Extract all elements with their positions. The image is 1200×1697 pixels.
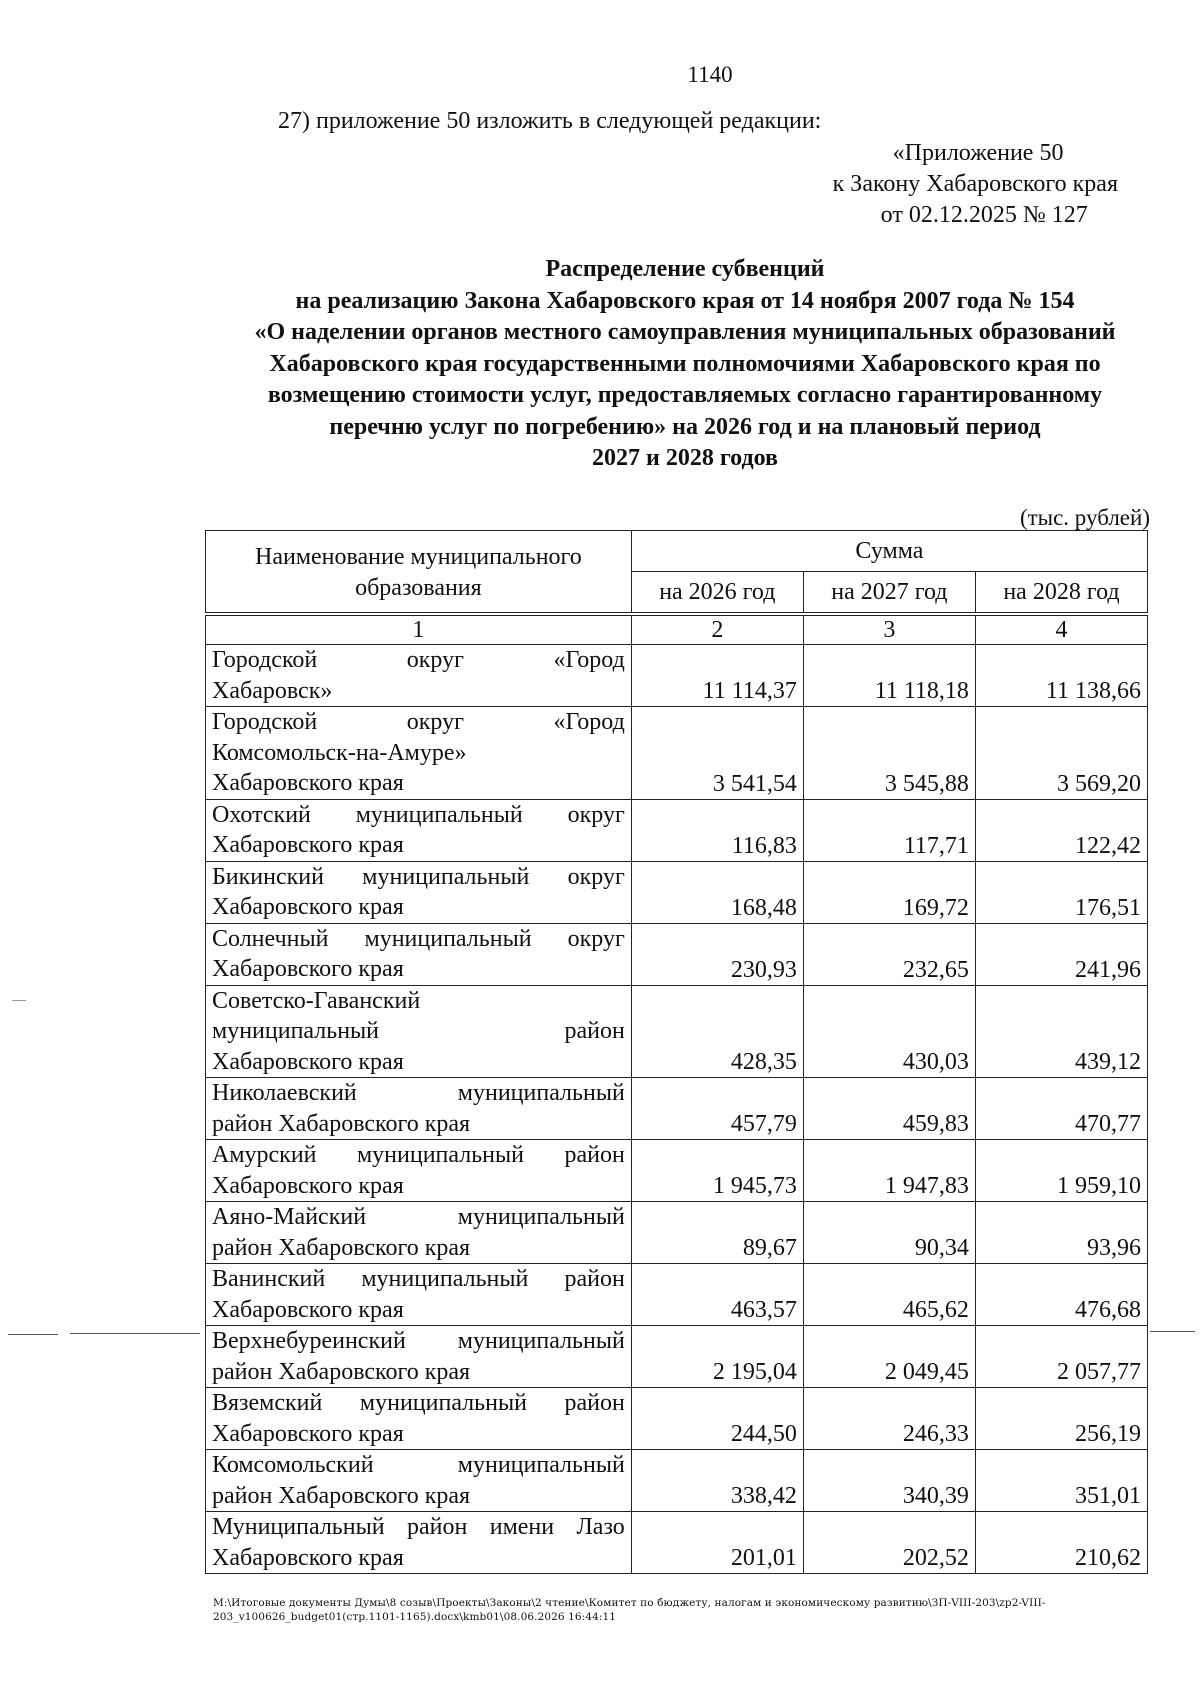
municipality-name-line: Вяземский муниципальный район [212,1390,625,1416]
municipality-name [206,1326,632,1388]
amount-2028: 122,42 [975,799,1147,861]
amount-2028: 241,96 [975,923,1147,985]
municipality-name-line: Советско-Гаванский [212,987,421,1014]
table-row [206,1264,1148,1326]
municipality-name [206,923,632,985]
amount-2026: 1 945,73 [631,1140,803,1202]
municipality-name [206,1512,632,1574]
amount-2028: 476,68 [975,1264,1147,1326]
amount-2026: 201,01 [631,1512,803,1574]
municipality-name-line: Бикинский муниципальный округ [212,863,625,890]
amount-2026: 168,48 [631,861,803,923]
amount-2026: 89,67 [631,1202,803,1264]
amount-2027: 430,03 [803,985,975,1078]
municipality-name-line: Хабаровского края [212,1048,404,1075]
amount-2026: 338,42 [631,1450,803,1512]
municipality-name-line: Николаевский муниципальный [212,1080,625,1106]
appendix-line-1: «Приложение 50 [892,140,1064,166]
municipality-name-line: Охотский муниципальный округ [212,801,625,828]
amount-2028: 11 138,66 [975,645,1147,707]
amount-2028: 439,12 [975,985,1147,1078]
scan-tick [12,1000,26,1001]
municipality-name-line: Амурский муниципальный район [212,1142,625,1168]
municipality-name-line: Комсомольск-на-Амуре» [212,739,467,766]
table-row [206,923,1148,985]
amount-2028: 2 057,77 [975,1326,1147,1388]
municipality-name-line: район Хабаровского края [212,1358,471,1385]
appendix-line-3: от 02.12.2025 № 127 [880,202,1088,228]
municipality-name-line: район Хабаровского края [212,1234,471,1261]
table-row [206,1140,1148,1202]
municipality-name-line: Хабаровского края [212,1420,404,1447]
municipality-name [206,1450,632,1512]
amount-2026: 230,93 [631,923,803,985]
municipality-name [206,985,632,1078]
table-row [206,645,1148,707]
scan-mark-left-2 [70,1333,200,1334]
amount-2026: 116,83 [631,799,803,861]
municipality-name-line: район Хабаровского края [212,1482,471,1509]
table-row [206,707,1148,800]
amount-2027: 90,34 [803,1202,975,1264]
amount-2027: 169,72 [803,861,975,923]
municipality-name-line: Хабаровского края [212,1296,404,1323]
amount-2026: 3 541,54 [631,707,803,800]
title-line: Распределение субвенций [545,256,825,282]
page-number: 1140 [687,62,733,87]
column-number: 3 [803,614,975,645]
amount-2028: 210,62 [975,1512,1147,1574]
amount-2028: 1 959,10 [975,1140,1147,1202]
municipality-name [206,799,632,861]
municipality-name-line: Хабаровского края [212,1172,404,1199]
municipality-name-line: Хабаровского края [212,832,404,858]
municipality-name [206,861,632,923]
column-number: 1 [206,614,632,645]
column-number-row [206,614,1148,645]
amount-2027: 2 049,45 [803,1326,975,1388]
table-row [206,1326,1148,1388]
municipality-name-line: Городской округ «Город [212,647,625,673]
municipality-name [206,645,632,707]
amount-2027: 465,62 [803,1264,975,1326]
header-year-2026: на 2026 год [631,572,803,615]
table-row [206,799,1148,861]
header-name: Наименование муниципального образования [206,531,632,615]
amount-2027: 246,33 [803,1388,975,1450]
table-row [206,985,1148,1078]
municipality-name-line: Аяно-Майский муниципальный [212,1204,625,1230]
amount-2028: 3 569,20 [975,707,1147,800]
amount-2027: 1 947,83 [803,1140,975,1202]
header-year-2027: на 2027 год [803,572,975,615]
amount-2027: 232,65 [803,923,975,985]
document-title [190,254,1180,475]
municipality-name [206,1264,632,1326]
table-row [206,1512,1148,1574]
column-number: 2 [631,614,803,645]
amount-2028: 470,77 [975,1078,1147,1140]
municipality-name-line: Хабаровского края [212,1544,404,1571]
scan-mark-right [1150,1331,1195,1332]
amount-2026: 2 195,04 [631,1326,803,1388]
title-line: «О наделении органов местного самоуправления муниципальных образований [254,319,1116,345]
scan-mark-left [8,1334,58,1335]
amount-2027: 11 118,18 [803,645,975,707]
municipality-name [206,707,632,800]
amount-2027: 459,83 [803,1078,975,1140]
title-line: 2027 и 2028 годов [592,445,778,471]
amount-2028: 93,96 [975,1202,1147,1264]
table-row [206,1388,1148,1450]
column-number: 4 [975,614,1147,645]
amount-2026: 457,79 [631,1078,803,1140]
title-line: перечню услуг по погребению» на 2026 год и на плановый период [329,413,1041,440]
municipality-name [206,1202,632,1264]
municipality-name [206,1388,632,1450]
title-line: на реализацию Закона Хабаровского края от 14 ноября 2007 года № 154 [295,287,1075,314]
amount-2026: 11 114,37 [631,645,803,707]
amount-2027: 3 545,88 [803,707,975,800]
amount-2026: 244,50 [631,1388,803,1450]
amendment-intro: 27) приложение 50 изложить в следующей редакции: [278,108,822,134]
municipality-name-line: Хабаровского края [212,894,404,920]
subsidy-table [205,530,1148,1574]
amount-2028: 176,51 [975,861,1147,923]
table-row [206,1450,1148,1512]
units-label: (тыс. рублей) [1019,505,1150,530]
municipality-name-line: Хабаровск» [212,677,333,704]
municipality-name-line: Солнечный муниципальный округ [212,925,625,952]
table-row [206,861,1148,923]
municipality-name-line: Городской округ «Город [212,709,625,735]
file-path-footer: M:\Итоговые документы Думы\8 созыв\Проекты\Законы\2 чтение\Комитет по бюджету, налогам и экономическому развитию\ЗП-VIII-203\zp2-VIII-203_v100626_budget01(стр.1101-1165).docx\kmb01\08.06.2026 16:44:11 [213,1597,1046,1623]
appendix-reference [833,138,1118,231]
header-year-2028: на 2028 год [975,572,1147,615]
title-line: Хабаровского края государственными полномочиями Хабаровского края по [269,350,1101,377]
municipality-name-line: Верхнебуреинский муниципальный [212,1328,625,1354]
municipality-name [206,1140,632,1202]
header-sum: Сумма [631,531,1147,572]
municipality-name-line: район Хабаровского края [212,1110,471,1137]
amount-2027: 117,71 [803,799,975,861]
municipality-name-line: Хабаровского края [212,956,404,982]
amount-2026: 463,57 [631,1264,803,1326]
amount-2027: 202,52 [803,1512,975,1574]
municipality-name-line: Муниципальный район имени Лазо [212,1514,625,1540]
municipality-name-line: Ванинский муниципальный район [212,1266,625,1292]
amount-2028: 351,01 [975,1450,1147,1512]
title-line: возмещению стоимости услуг, предоставляемых согласно гарантированному [267,382,1103,408]
appendix-line-2: к Закону Хабаровского края [832,171,1118,197]
amount-2028: 256,19 [975,1388,1147,1450]
amount-2026: 428,35 [631,985,803,1078]
table-row [206,1202,1148,1264]
municipality-name [206,1078,632,1140]
amount-2027: 340,39 [803,1450,975,1512]
municipality-name-line: Хабаровского края [212,770,404,796]
municipality-name-line: Комсомольский муниципальный [212,1452,625,1478]
municipality-name-line: муниципальный район [212,1018,625,1044]
table-row [206,1078,1148,1140]
